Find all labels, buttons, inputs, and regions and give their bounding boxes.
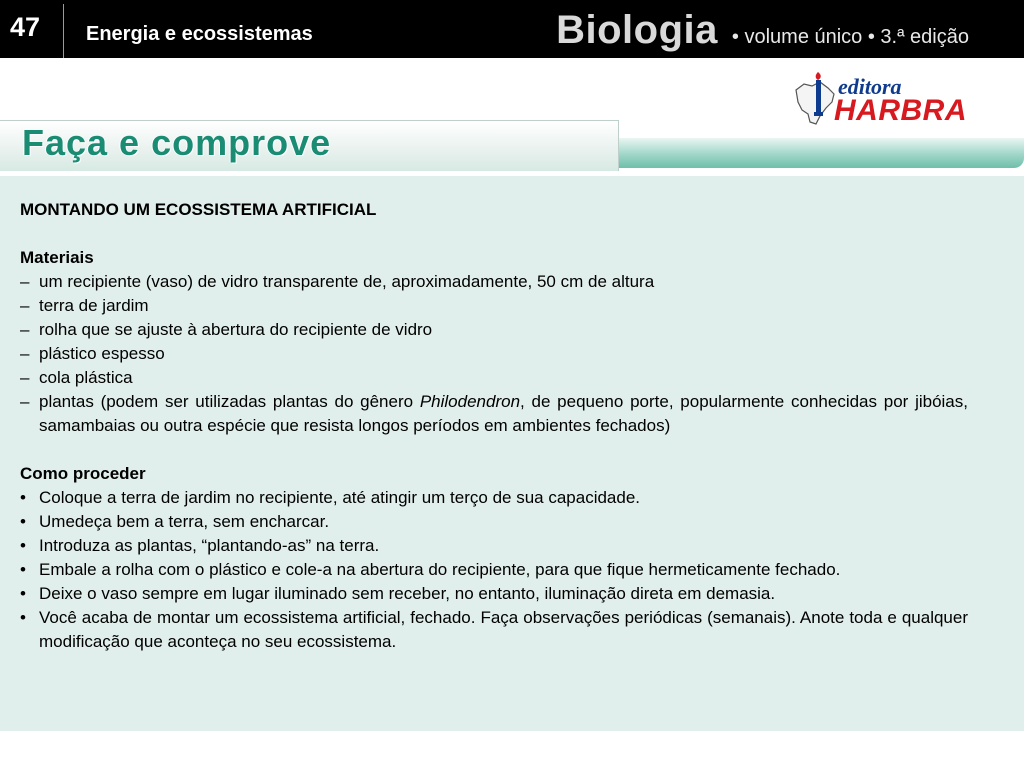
logo-harbra-text: HARBRA — [834, 94, 967, 127]
bullet-marker: • — [20, 536, 26, 555]
list-item-text: cola plástica — [39, 368, 133, 387]
book-title: Biologia — [556, 8, 718, 52]
list-item-text: um recipiente (vaso) de vidro transparente de, aproximadamente, 50 cm de altura — [39, 272, 655, 291]
list-item-text: Introduza as plantas, “plantando-as” na terra. — [39, 536, 380, 555]
list-item — [20, 582, 968, 606]
bullet-marker: • — [20, 560, 26, 579]
activity-heading: MONTANDO UM ECOSSISTEMA ARTIFICIAL — [20, 200, 377, 219]
procedure-list — [20, 486, 968, 654]
section-banner — [0, 120, 1024, 172]
list-item — [20, 342, 968, 366]
bullet-marker: • — [20, 488, 26, 507]
list-item-text: plástico espesso — [39, 344, 165, 363]
list-item — [20, 558, 968, 582]
list-item — [20, 390, 968, 438]
book-subtitle: • volume único • 3.ª edição — [731, 26, 969, 48]
list-item-text: Umedeça bem a terra, sem encharcar. — [39, 512, 330, 531]
bullet-marker: • — [20, 608, 26, 627]
list-item — [20, 606, 968, 654]
list-item — [20, 318, 968, 342]
list-item — [20, 366, 968, 390]
header-divider — [63, 4, 64, 58]
list-item-text: Coloque a terra de jardim no recipiente, até atingir um terço de sua capacidade. — [39, 488, 641, 507]
list-item — [20, 270, 968, 294]
list-item-text: terra de jardim — [39, 296, 149, 315]
bullet-marker: • — [20, 512, 26, 531]
dash-marker: – — [20, 272, 30, 291]
chapter-title: Energia e ecossistemas — [86, 23, 313, 45]
dash-marker: – — [20, 392, 30, 411]
list-item — [20, 294, 968, 318]
page-number: 47 — [10, 12, 41, 42]
list-item-text: Embale a rolha com o plástico e cole-a na abertura do recipiente, para que fique hermeticamente fechado. — [39, 560, 841, 579]
book-info — [556, 8, 969, 53]
genus-name: Philodendron — [419, 392, 521, 411]
list-item-text: Você acaba de montar um ecossistema artificial, fechado. Faça observações periódicas (semanais). Anote toda e qualquer modificação que aconteça no seu ecossistema. — [39, 608, 968, 651]
activity-content — [20, 198, 968, 654]
list-item-text — [39, 390, 968, 438]
logo-editora-text: editora — [838, 74, 902, 99]
materials-title: Materiais — [20, 248, 94, 267]
list-item — [20, 534, 968, 558]
dash-marker: – — [20, 344, 30, 363]
dash-marker: – — [20, 296, 30, 315]
list-item-text: Deixe o vaso sempre em lugar iluminado sem receber, no entanto, iluminação direta em demasia. — [39, 584, 776, 603]
plants-text-before: plantas (podem ser utilizadas plantas do gênero — [39, 392, 420, 411]
list-item — [20, 510, 968, 534]
list-item — [20, 486, 968, 510]
materials-list — [20, 270, 968, 438]
header-bar — [0, 0, 1024, 58]
list-item-text: rolha que se ajuste à abertura do recipiente de vidro — [39, 320, 433, 339]
procedure-title: Como proceder — [20, 464, 146, 483]
bullet-marker: • — [20, 584, 26, 603]
section-title: Faça e comprove — [22, 122, 332, 163]
content-panel — [0, 176, 1024, 731]
dash-marker: – — [20, 368, 30, 387]
dash-marker: – — [20, 320, 30, 339]
plants-text-after: , de pequeno porte, popularmente conhecidas por jibóias, samambaias ou outra espécie que resista longos períodos em ambientes fechados) — [39, 392, 968, 435]
